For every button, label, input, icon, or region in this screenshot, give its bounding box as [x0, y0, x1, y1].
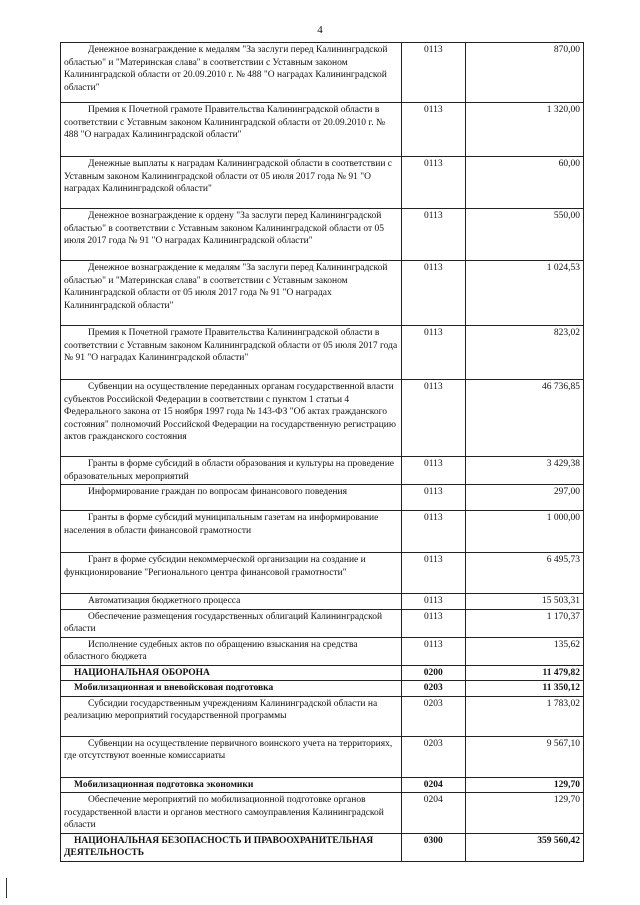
row-code: 0113	[401, 209, 465, 261]
table-row	[61, 261, 584, 326]
row-description: Автоматизация бюджетного процесса	[61, 594, 402, 610]
table-row	[61, 637, 584, 665]
row-code: 0200	[401, 665, 465, 681]
row-amount: 9 567,10	[465, 736, 583, 777]
section-row	[61, 833, 584, 861]
table-row	[61, 209, 584, 261]
row-description: Субвенции на осуществление первичного воинского учета на территориях, где отсутствуют военные комиссариаты	[61, 736, 402, 777]
row-code: 0113	[401, 43, 465, 103]
table-row	[61, 609, 584, 637]
row-code: 0203	[401, 681, 465, 697]
row-code: 0113	[401, 553, 465, 594]
row-description: Мобилизационная подготовка экономики	[61, 777, 402, 793]
row-description: НАЦИОНАЛЬНАЯ БЕЗОПАСНОСТЬ И ПРАВООХРАНИТЕЛЬНАЯ ДЕЯТЕЛЬНОСТЬ	[61, 833, 402, 861]
table-row	[61, 553, 584, 594]
table-row	[61, 380, 584, 457]
row-amount: 1 024,53	[465, 261, 583, 326]
row-description: Гранты в форме субсидий в области образования и культуры на проведение образовательных мероприятий	[61, 457, 402, 485]
row-amount: 11 350,12	[465, 681, 583, 697]
row-amount: 6 495,73	[465, 553, 583, 594]
row-amount: 3 429,38	[465, 457, 583, 485]
budget-table	[60, 42, 584, 862]
row-description: Обеспечение размещения государственных облигаций Калининградской области	[61, 609, 402, 637]
row-description: Премия к Почетной грамоте Правительства Калининградской области в соответствии с Уставным законом Калининградской области от 20.09.2010 г. № 488 "О наградах Калининградской области"	[61, 103, 402, 157]
row-code: 0113	[401, 511, 465, 553]
row-description: Мобилизационная и вневойсковая подготовка	[61, 681, 402, 697]
table-row	[61, 157, 584, 209]
row-code: 0113	[401, 326, 465, 380]
row-description: Денежное вознаграждение к медалям "За заслуги перед Калининградской областью" и "Материнская слава" в соответствии с Уставным законом Калининградской области от 05 июля 2017 года № 91 "О наградах Калининградской области"	[61, 261, 402, 326]
row-code: 0113	[401, 457, 465, 485]
row-description: НАЦИОНАЛЬНАЯ ОБОРОНА	[61, 665, 402, 681]
page-number: 4	[317, 24, 323, 36]
row-code: 0113	[401, 637, 465, 665]
row-description: Информирование граждан по вопросам финансового поведения	[61, 485, 402, 511]
row-amount: 359 560,42	[465, 833, 583, 861]
row-description: Гранты в форме субсидий муниципальным газетам на информирование населения в области финансовой грамотности	[61, 511, 402, 553]
row-description: Грант в форме субсидии некоммерческой организации на создание и функционирование "Регионального центра финансовой грамотности"	[61, 553, 402, 594]
row-amount: 15 503,31	[465, 594, 583, 610]
table-row	[61, 511, 584, 553]
table-row	[61, 696, 584, 736]
row-code: 0203	[401, 736, 465, 777]
row-description: Денежное вознаграждение к ордену "За заслуги перед Калининградской областью" в соответствии с Уставным законом Калининградской области от 05 июля 2017 года № 91 "О наградах Калининградской области"	[61, 209, 402, 261]
row-code: 0204	[401, 777, 465, 793]
row-description: Денежное вознаграждение к медалям "За заслуги перед Калининградской областью" и "Материнская слава" в соответствии с Уставным законом Калининградской области от 20.09.2010 г. № 488 "О наградах Калининградской области"	[61, 43, 402, 103]
row-code: 0113	[401, 261, 465, 326]
row-code: 0113	[401, 485, 465, 511]
row-code: 0113	[401, 609, 465, 637]
table-row	[61, 326, 584, 380]
row-amount: 823,02	[465, 326, 583, 380]
row-description: Премия к Почетной грамоте Правительства Калининградской области в соответствии с Уставным законом Калининградской области от 05 июля 2017 года № 91 "О наградах Калининградской области"	[61, 326, 402, 380]
table-row	[61, 485, 584, 511]
table-row	[61, 793, 584, 834]
table-row	[61, 594, 584, 610]
table-row	[61, 457, 584, 485]
row-description: Субвенции на осуществление переданных органам государственной власти субъектов Российской Федерации в соответствии с пунктом 1 статьи 4 Федерального закона от 15 ноября 1997 года № 143-ФЗ "Об актах гражданского состояния" полномочий Российской Федерации на государственную регистрацию актов гражданского состояния	[61, 380, 402, 457]
row-amount: 135,62	[465, 637, 583, 665]
row-amount: 46 736,85	[465, 380, 583, 457]
row-amount: 550,00	[465, 209, 583, 261]
row-amount: 129,70	[465, 793, 583, 834]
row-amount: 1 320,00	[465, 103, 583, 157]
row-code: 0113	[401, 157, 465, 209]
budget-table-body	[61, 43, 584, 862]
margin-mark	[6, 878, 7, 898]
row-description: Денежные выплаты к наградам Калининградской области в соответствии с Уставным законом Калининградской области от 05 июля 2017 года № 91 "О наградах Калининградской области"	[61, 157, 402, 209]
row-amount: 129,70	[465, 777, 583, 793]
row-amount: 11 479,82	[465, 665, 583, 681]
section-row	[61, 777, 584, 793]
table-row	[61, 736, 584, 777]
section-row	[61, 681, 584, 697]
row-amount: 60,00	[465, 157, 583, 209]
row-code: 0113	[401, 103, 465, 157]
table-row	[61, 43, 584, 103]
table-row	[61, 103, 584, 157]
row-code: 0113	[401, 594, 465, 610]
row-amount: 870,00	[465, 43, 583, 103]
row-description: Исполнение судебных актов по обращению взыскания на средства областного бюджета	[61, 637, 402, 665]
row-description: Обеспечение мероприятий по мобилизационной подготовке органов государственной власти и органов местного самоуправления Калининградской области	[61, 793, 402, 834]
row-description: Субсидии государственным учреждениям Калининградской области на реализацию мероприятий государственной программы	[61, 696, 402, 736]
row-amount: 1 170,37	[465, 609, 583, 637]
row-code: 0204	[401, 793, 465, 834]
row-code: 0113	[401, 380, 465, 457]
row-code: 0203	[401, 696, 465, 736]
row-amount: 297,00	[465, 485, 583, 511]
row-amount: 1 000,00	[465, 511, 583, 553]
row-amount: 1 783,02	[465, 696, 583, 736]
row-code: 0300	[401, 833, 465, 861]
section-row	[61, 665, 584, 681]
